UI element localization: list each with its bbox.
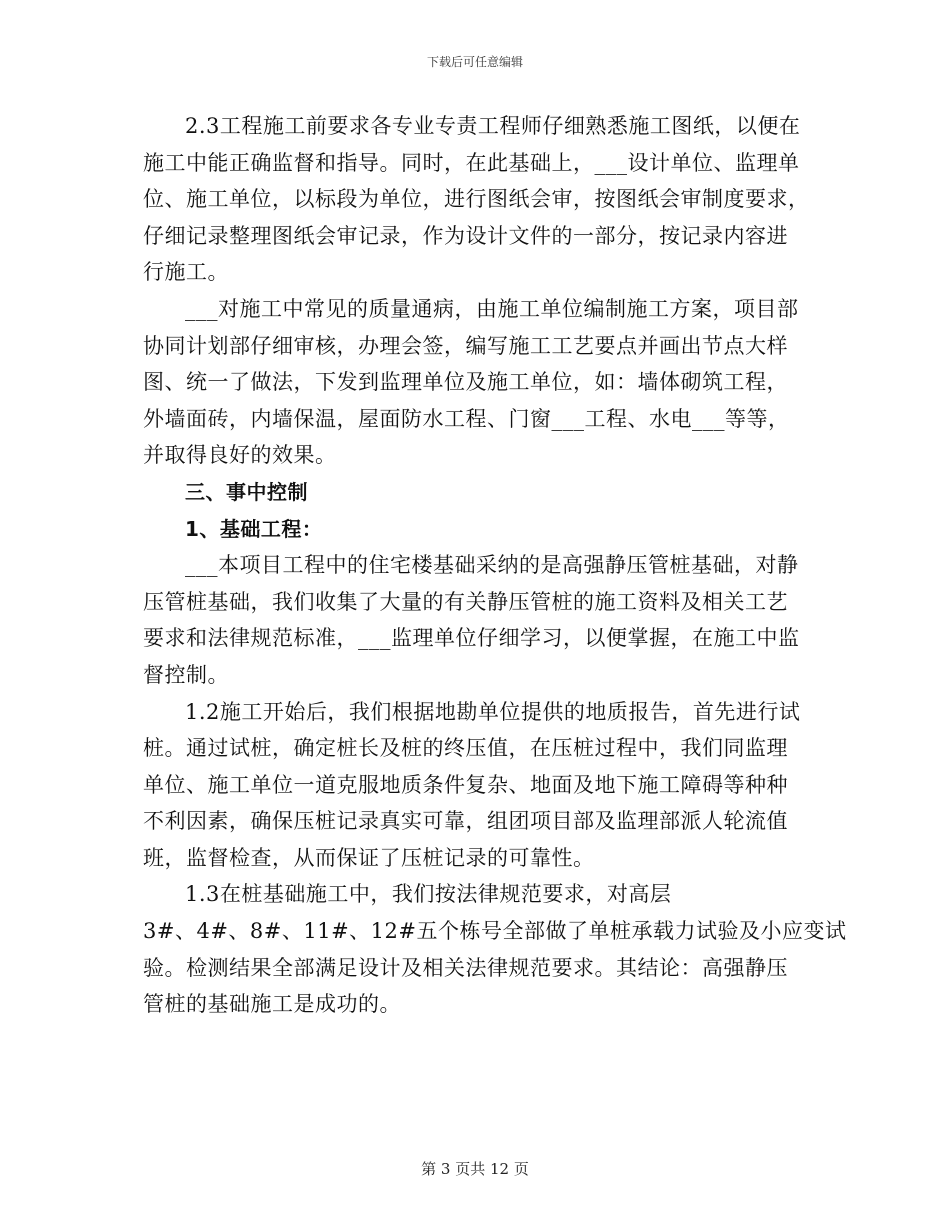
section-heading (143, 511, 823, 548)
text-line: 1.3在桩基础施工中，我们按法律规范要求，对高层 (185, 882, 672, 907)
text-line: 三、事中控制 (185, 479, 308, 504)
text-line: 并取得良好的效果。 (143, 443, 337, 468)
text-line: 行施工。 (143, 260, 229, 285)
text-line: 验。检测结果全部满足设计及相关法律规范要求。其结论：高强静压 (143, 955, 788, 980)
text-line: ___对施工中常见的质量通病，由施工单位编制施工方案，项目部 (185, 296, 799, 321)
text-line: 班，监督检查，从而保证了压桩记录的可靠性。 (143, 845, 595, 870)
text-line: 位、施工单位，以标段为单位，进行图纸会审，按图纸会审制度要求， (143, 187, 810, 212)
text-line: ___本项目工程中的住宅楼基础采纳的是高强静压管桩基础，对静 (185, 553, 799, 578)
text-line: 1、基础工程： (185, 516, 323, 541)
text-line: 2.3工程施工前要求各专业专责工程师仔细熟悉施工图纸，以便在 (185, 114, 801, 138)
text-line: 督控制。 (143, 662, 229, 687)
body-paragraph (143, 108, 823, 291)
text-line: 施工中能正确监督和指导。同时，在此基础上，___设计单位、监理单 (143, 150, 800, 175)
section-heading (143, 474, 823, 511)
page-header: 下载后可任意编辑 (426, 55, 523, 69)
document-body (143, 108, 847, 1023)
text-line: 仔细记录整理图纸会审记录，作为设计文件的一部分，按记录内容进 (143, 223, 788, 248)
text-line: 桩。通过试桩，确定桩长及桩的终压值，在压桩过程中，我们同监理 (143, 736, 788, 761)
text-line: 图、统一了做法，下发到监理单位及施工单位，如：墙体砌筑工程， (143, 370, 788, 395)
text-line: 3#、4#、8#、11#、12#五个栋号全部做了单桩承载力试验及小应变试 (143, 919, 847, 944)
text-line: 外墙面砖，内墙保温，屋面防水工程、门窗___工程、水电___等等， (143, 406, 790, 431)
page-footer: 第 3 页共 12 页 (421, 1160, 529, 1178)
text-line: 不利因素，确保压桩记录真实可靠，组团项目部及监理部派人轮流值 (143, 809, 788, 834)
body-paragraph (143, 291, 823, 474)
body-paragraph (143, 547, 823, 693)
text-line: 协同计划部仔细审核，办理会签，编写施工工艺要点并画出节点大样 (143, 333, 788, 358)
text-line: 要求和法律规范标准，___监理单位仔细学习，以便掌握，在施工中监 (143, 626, 800, 651)
text-line: 1.2施工开始后，我们根据地勘单位提供的地质报告，首先进行试 (185, 699, 801, 724)
body-paragraph (143, 876, 847, 1022)
text-line: 压管桩基础，我们收集了大量的有关静压管桩的施工资料及相关工艺 (143, 589, 788, 614)
body-paragraph (143, 694, 823, 877)
text-line: 管桩的基础施工是成功的。 (143, 992, 401, 1017)
text-line: 单位、施工单位一道克服地质条件复杂、地面及地下施工障碍等种种 (143, 772, 788, 797)
